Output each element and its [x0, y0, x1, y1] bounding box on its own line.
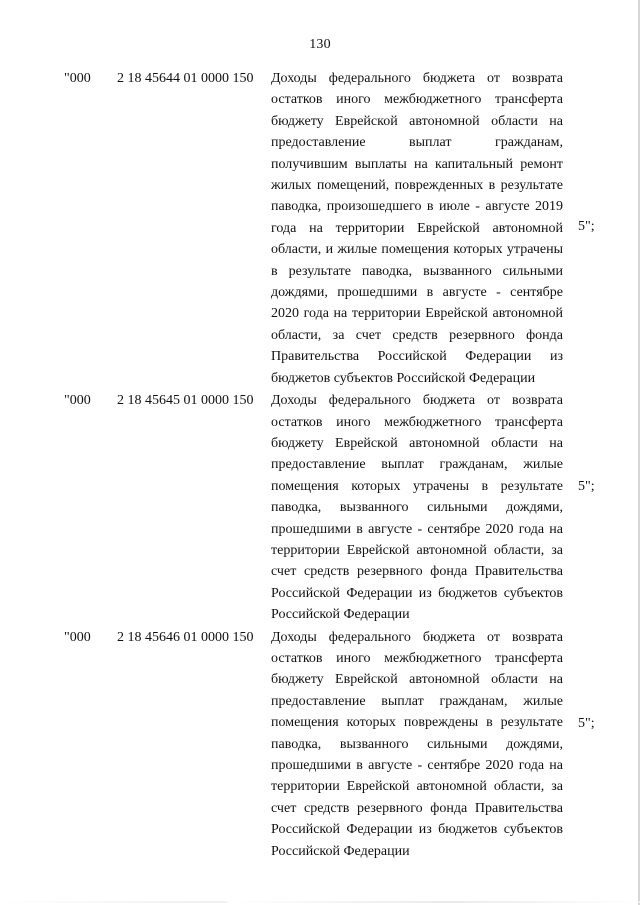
budget-classification-code: 2 18 45645 01 0000 150 [117, 393, 254, 409]
page-number: 130 [309, 37, 331, 52]
entry-amount: 5"; [578, 715, 595, 731]
entry-amount: 5"; [578, 219, 595, 234]
budget-classification-code: 2 18 45646 01 0000 150 [117, 629, 254, 645]
budget-classification-code: 2 18 45644 01 0000 150 [117, 71, 254, 86]
entry-prefix: "000 [64, 629, 91, 645]
budget-entry [0, 390, 640, 625]
scan-edge-artifact [0, 901, 640, 903]
entry-description: Доходы федерального бюджета от возврата остатков иного межбюджетного трансферта бюджету Еврейской автономной области на предоставление выплат гражданам, получившим выплаты на капитальный ремонт жилых помещений, поврежденных в результате паводка, произошедшего в июле - августе 2019 года на территории Еврейской автономной области, и жилые помещения которых утрачены в результате паводка, вызванного сильными дождями, прошедшими в августе - сентябре 2020 года на территории Еврейской автономной области, за счет средств резервного фонда Правительства Российской Федерации из бюджетов субъектов Российской Федерации [271, 71, 563, 386]
entry-description: Доходы федерального бюджета от возврата остатков иного межбюджетного трансферта бюджету Еврейской автономной области на предоставление выплат гражданам, жилые помещения которых повреждены в результате паводка, вызванного сильными дождями, прошедшими в августе - сентябре 2020 года на территории Еврейской автономной области, за счет средств резервного фонда Правительства Российской Федерации из бюджетов субъектов Российской Федерации [271, 629, 563, 859]
entry-prefix: "000 [64, 393, 91, 409]
entry-prefix: "000 [64, 71, 91, 86]
entry-description: Доходы федерального бюджета от возврата остатков иного межбюджетного трансферта бюджету Еврейской автономной области на предоставление выплат гражданам, жилые помещения которых утрачены в результате паводка, вызванного сильными дождями, прошедшими в августе - сентябре 2020 года на территории Еврейской автономной области, за счет средств резервного фонда Правительства Российской Федерации из бюджетов субъектов Российской Федерации [271, 393, 563, 623]
entry-amount: 5"; [578, 479, 595, 495]
budget-code-list [0, 68, 640, 863]
budget-entry [0, 68, 640, 389]
budget-entry [0, 627, 640, 862]
